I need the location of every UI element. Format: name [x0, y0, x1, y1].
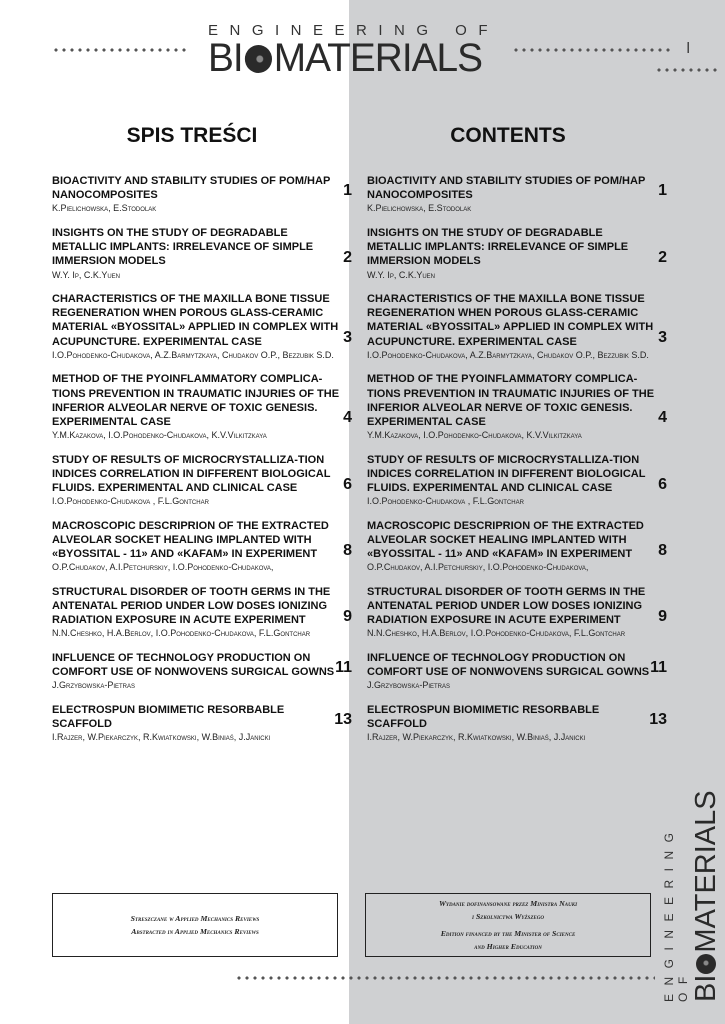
contents-entry[interactable] — [52, 292, 352, 361]
entry-authors: K.Pielichowska, E.Stodolak — [52, 203, 157, 214]
contents-entry[interactable] — [367, 519, 667, 574]
entry-title: ELECTROSPUN BIOMIMETIC RESORBABLE SCAFFOLD — [367, 703, 600, 731]
entry-page-number: 6 — [343, 475, 352, 493]
contents-entry[interactable] — [367, 226, 667, 281]
entry-title: STUDY OF RESULTS OF MICROCRYSTALLIZA-TION INDICES CORRELATION IN DIFFERENT BIOLOGICAL FLUIDS. EXPERIMENTAL AND CLINICAL CASE — [52, 453, 331, 495]
entry-authors: O.P.Chudakov, A.I.Petchurskiy, I.O.Pohodenko-Chudakova, — [52, 562, 274, 573]
entry-page-number: 9 — [343, 607, 352, 625]
entry-title: MACROSCOPIC DESCRIPRION OF THE EXTRACTED ALVEOLAR SOCKET HEALING IMPLANTED WITH «BYOSSITAL - 11» AND «KAFAM» IN EXPERIMENT — [367, 519, 644, 561]
entry-title: CHARACTERISTICS OF THE MAXILLA BONE TISSUE REGENERATION WHEN POROUS GLASS-CERAMIC MATERIAL «BYOSSITAL» APPLIED IN COMPLEX WITH ACUPUNCTURE. EXPERIMENTAL CASE — [52, 293, 339, 348]
entry-page-number: 11 — [650, 658, 667, 676]
journal-logo-prefix: BI — [208, 36, 243, 80]
entry-page-number: 9 — [658, 607, 667, 625]
entry-authors: I.O.Pohodenko-Chudakova, A.Z.Barmytzkaya, Chudakov O.P., Bezzubik S.D. — [52, 349, 334, 360]
entry-page-number: 6 — [658, 475, 667, 493]
entry-authors: J.Grzybowska-Pietras — [367, 680, 451, 691]
entry-page-number: 13 — [649, 710, 667, 728]
contents-list-english — [367, 174, 667, 755]
contents-entry[interactable] — [52, 453, 352, 508]
journal-logo-suffix: MATERIALS — [273, 36, 483, 80]
entry-title: INFLUENCE OF TECHNOLOGY PRODUCTION ON COMFORT USE OF NONWOVENS SURGICAL GOWNS — [52, 651, 335, 679]
abstract-notice-english: Abstracted in Applied Mechanics Reviews — [131, 927, 259, 936]
dotted-rule-right-lower — [655, 67, 721, 73]
entry-title: STRUCTURAL DISORDER OF TOOTH GERMS IN THE ANTENATAL PERIOD UNDER LOW DOSES IONIZING RADIATION EXPOSURE IN ACUTE EXPERIMENT — [52, 585, 331, 627]
abstract-notice-box — [52, 893, 338, 957]
funding-notice-line-2: i Szkolnictwa Wyższego — [472, 912, 544, 921]
entry-authors: Y.M.Kazakova, I.O.Pohodenko-Chudakova, K.V.Vilkitzkaya — [367, 430, 582, 441]
contents-entry[interactable] — [367, 651, 667, 692]
journal-logo — [208, 36, 482, 80]
entry-page-number: 2 — [343, 248, 352, 266]
entry-authors: J.Grzybowska-Pietras — [52, 680, 136, 691]
entry-page-number: 11 — [335, 658, 352, 676]
entry-page-number: 4 — [343, 409, 352, 427]
vertical-journal-logo — [662, 780, 722, 1002]
entry-authors: K.Pielichowska, E.Stodolak — [367, 203, 472, 214]
vertical-disc-logo-icon — [696, 954, 716, 974]
contents-entry[interactable] — [52, 519, 352, 574]
contents-entry[interactable] — [52, 174, 352, 215]
contents-entry[interactable] — [367, 585, 667, 640]
contents-entry[interactable] — [52, 372, 352, 441]
funding-notice-line-1: Wydanie dofinansowane przez Ministra Nauki — [438, 899, 578, 908]
dotted-rule-bottom — [235, 975, 655, 981]
entry-authors: I.O.Pohodenko-Chudakova , F.L.Gontchar — [52, 496, 209, 507]
entry-title: METHOD OF THE PYOINFLAMMATORY COMPLICA-TIONS PREVENTION IN TRAUMATIC INJURIES OF THE INFERIOR ALVEOLAR NERVE OF TOXIC GENESIS. EXPERIMENTAL CASE — [52, 373, 340, 428]
entry-authors: I.O.Pohodenko-Chudakova, A.Z.Barmytzkaya, Chudakov O.P., Bezzubik S.D. — [367, 349, 649, 360]
entry-page-number: 3 — [658, 329, 667, 347]
entry-page-number: 3 — [343, 329, 352, 347]
contents-entry[interactable] — [52, 651, 352, 692]
funding-notice-box — [365, 893, 651, 957]
title-polish: SPIS TREŚCI — [126, 124, 258, 147]
funding-notice-line-3: Edition financed by the Minister of Science — [440, 929, 576, 938]
contents-entry[interactable] — [52, 703, 352, 744]
funding-notice-line-4: and Higher Education — [474, 942, 542, 951]
entry-authors: O.P.Chudakov, A.I.Petchurskiy, I.O.Pohodenko-Chudakova, — [367, 562, 589, 573]
entry-page-number: 1 — [658, 182, 667, 199]
contents-entry[interactable] — [52, 226, 352, 281]
entry-title: INFLUENCE OF TECHNOLOGY PRODUCTION ON COMFORT USE OF NONWOVENS SURGICAL GOWNS — [367, 651, 650, 679]
entry-title: INSIGHTS ON THE STUDY OF DEGRADABLE METALLIC IMPLANTS: IRRELEVANCE OF SIMPLE IMMERSION MODELS — [52, 226, 314, 268]
entry-page-number: 8 — [658, 541, 667, 559]
entry-title: STUDY OF RESULTS OF MICROCRYSTALLIZA-TION INDICES CORRELATION IN DIFFERENT BIOLOGICAL FLUIDS. EXPERIMENTAL AND CLINICAL CASE — [367, 453, 646, 495]
entry-title: MACROSCOPIC DESCRIPRION OF THE EXTRACTED ALVEOLAR SOCKET HEALING IMPLANTED WITH «BYOSSITAL - 11» AND «KAFAM» IN EXPERIMENT — [52, 519, 329, 561]
abstract-notice-polish: Streszczane w Applied Mechanics Reviews — [130, 914, 260, 923]
contents-entry[interactable] — [367, 703, 667, 744]
entry-title: INSIGHTS ON THE STUDY OF DEGRADABLE METALLIC IMPLANTS: IRRELEVANCE OF SIMPLE IMMERSION MODELS — [367, 226, 629, 268]
entry-authors: N.N.Cheshko, H.A.Berlov, I.O.Pohodenko-Chudakova, F.L.Gontchar — [367, 628, 626, 639]
entry-authors: Y.M.Kazakova, I.O.Pohodenko-Chudakova, K.V.Vilkitzkaya — [52, 430, 267, 441]
entry-title: BIOACTIVITY AND STABILITY STUDIES OF POM/HAP NANOCOMPOSITES — [52, 175, 331, 202]
entry-page-number: 13 — [334, 710, 352, 728]
contents-entry[interactable] — [367, 372, 667, 441]
entry-authors: N.N.Cheshko, H.A.Berlov, I.O.Pohodenko-Chudakova, F.L.Gontchar — [52, 628, 311, 639]
entry-authors: I.O.Pohodenko-Chudakova , F.L.Gontchar — [367, 496, 524, 507]
dotted-rule-left — [52, 47, 188, 53]
page-number: I — [686, 40, 691, 57]
entry-authors: I.Rajzer, W.Piekarczyk, R.Kwiatkowski, W.Biniaś, J.Janicki — [367, 732, 586, 743]
entry-title: STRUCTURAL DISORDER OF TOOTH GERMS IN THE ANTENATAL PERIOD UNDER LOW DOSES IONIZING RADIATION EXPOSURE IN ACUTE EXPERIMENT — [367, 585, 646, 627]
entry-title: BIOACTIVITY AND STABILITY STUDIES OF POM/HAP NANOCOMPOSITES — [367, 175, 646, 202]
entry-title: ELECTROSPUN BIOMIMETIC RESORBABLE SCAFFOLD — [52, 703, 285, 731]
dotted-rule-right — [512, 47, 672, 53]
entry-title: CHARACTERISTICS OF THE MAXILLA BONE TISSUE REGENERATION WHEN POROUS GLASS-CERAMIC MATERIAL «BYOSSITAL» APPLIED IN COMPLEX WITH ACUPUNCTURE. EXPERIMENTAL CASE — [367, 293, 654, 348]
entry-authors: W.Y. Ip, C.K.Yuen — [52, 269, 121, 280]
entry-page-number: 8 — [343, 541, 352, 559]
entry-authors: I.Rajzer, W.Piekarczyk, R.Kwiatkowski, W.Biniaś, J.Janicki — [52, 732, 271, 743]
entry-page-number: 2 — [658, 248, 667, 266]
contents-list-polish — [52, 174, 352, 755]
contents-entry[interactable] — [367, 174, 667, 215]
vertical-journal-logo-text: BIMATERIALS — [690, 790, 722, 1002]
entry-page-number: 4 — [658, 409, 667, 427]
entry-title: METHOD OF THE PYOINFLAMMATORY COMPLICA-TIONS PREVENTION IN TRAUMATIC INJURIES OF THE INFERIOR ALVEOLAR NERVE OF TOXIC GENESIS. EXPERIMENTAL CASE — [367, 373, 655, 428]
journal-name-top: ENGINEERING OF — [208, 22, 500, 39]
vertical-journal-name-top: ENGINEERING OF — [662, 824, 690, 1002]
contents-entry[interactable] — [367, 292, 667, 361]
contents-entry[interactable] — [367, 453, 667, 508]
contents-entry[interactable] — [52, 585, 352, 640]
title-english: CONTENTS — [450, 124, 566, 147]
entry-page-number: 1 — [343, 182, 352, 199]
disc-logo-icon — [245, 45, 272, 73]
entry-authors: W.Y. Ip, C.K.Yuen — [367, 269, 436, 280]
